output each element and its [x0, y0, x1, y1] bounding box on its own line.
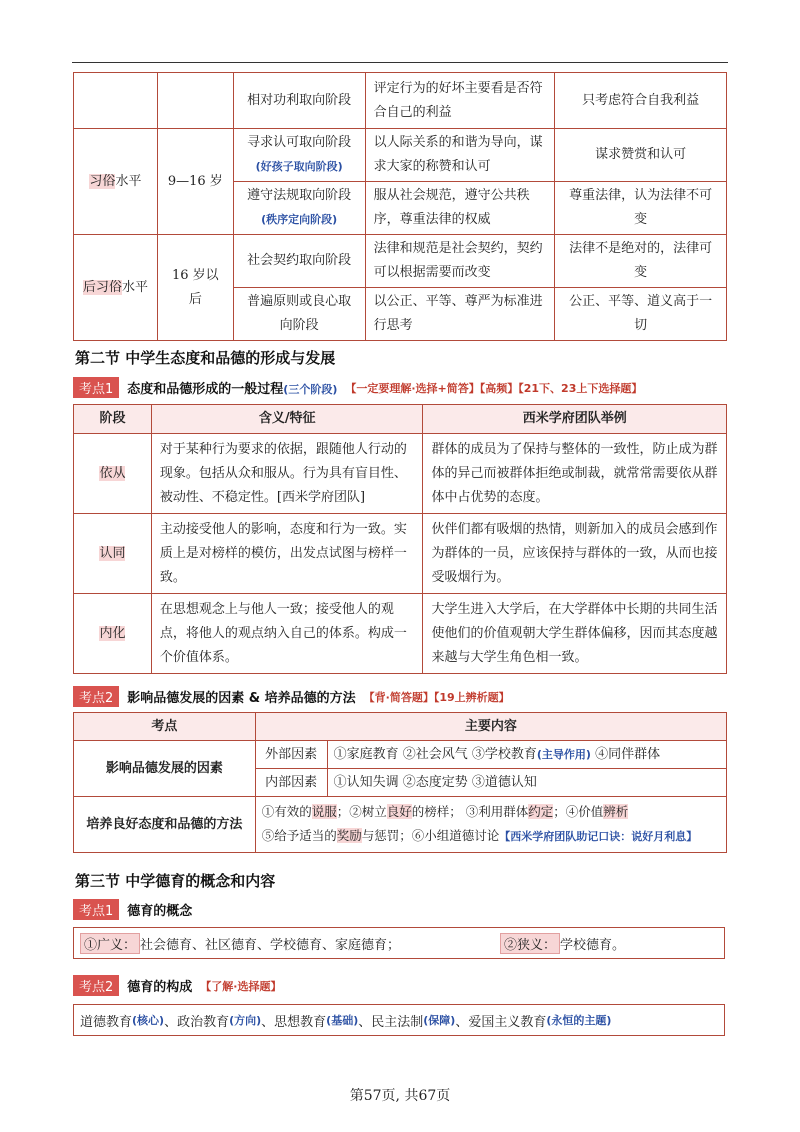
key-point-tag: 【了解·选择题】 — [200, 979, 282, 993]
feature-cell: 只考虑符合自我利益 — [555, 73, 727, 129]
key-point-title: 影响品德发展的因素 & 培养品德的方法 — [127, 691, 356, 706]
desc-cell: 以人际关系的和谐为导向，谋求大家的称赞和认可 — [365, 129, 555, 182]
key-point-tag: 【一定要理解·选择+简答】【高频】【21下、23上下选择题】 — [345, 381, 643, 395]
header-rule — [72, 62, 728, 63]
level-cell: 习俗水平 — [74, 129, 158, 235]
concept-box — [73, 927, 725, 959]
key-point-badge: 考点2 — [73, 686, 119, 707]
table-row — [74, 235, 727, 288]
key-point-badge: 考点1 — [73, 377, 119, 398]
table-row — [74, 797, 727, 853]
stage-cell: 寻求认可取向阶段 (好孩子取向阶段) — [233, 129, 365, 182]
feature-cell: 公正、平等、道义高于一切 — [555, 288, 727, 341]
stage-cell: 相对功利取向阶段 — [233, 73, 365, 129]
feature-cell: 法律不是绝对的，法律可变 — [555, 235, 727, 288]
meaning-cell: 主动接受他人的影响，态度和行为一致。实质上是对榜样的模仿，出发点试图与榜样一致。 — [151, 514, 423, 594]
table-row — [74, 434, 727, 514]
sub-label: 外部因素 — [255, 741, 327, 769]
feature-cell: 谋求赞赏和认可 — [555, 129, 727, 182]
moral-factors-table — [73, 712, 727, 853]
content-cell: ①认知失调 ②态度定势 ③道德认知 — [327, 769, 726, 797]
table-header-row: 考点 主要内容 — [74, 713, 727, 741]
key-point-title: 德育的构成 — [127, 980, 193, 995]
stage-cell: 认同 — [74, 514, 152, 594]
stage-cell: 内化 — [74, 594, 152, 674]
key-point-badge: 考点2 — [73, 975, 119, 996]
narrow-label: ②狭义： — [500, 933, 560, 954]
page-number: 第57页, 共67页 — [349, 1088, 451, 1104]
age-cell: 16 岁以后 — [157, 235, 233, 341]
sub-label: 内部因素 — [255, 769, 327, 797]
stage-cell: 遵守法规取向阶段 (秩序定向阶段) — [233, 182, 365, 235]
key-point-badge: 考点1 — [73, 899, 119, 920]
factor-label: 影响品德发展的因素 — [74, 741, 256, 797]
meaning-cell: 在思想观念上与他人一致；接受他人的观点，将他人的观点纳入自己的体系。构成一个价值体系。 — [151, 594, 423, 674]
desc-cell: 以公正、平等、尊严为标准进行思考 — [365, 288, 555, 341]
stage-cell: 普遍原则或良心取向阶段 — [233, 288, 365, 341]
age-cell: 9—16 岁 — [157, 129, 233, 235]
key-point-tag: 【背·简答题】【19上辨析题】 — [363, 690, 510, 704]
stage-cell: 依从 — [74, 434, 152, 514]
table-row — [74, 73, 727, 129]
stage-cell: 社会契约取向阶段 — [233, 235, 365, 288]
table-row — [74, 514, 727, 594]
desc-cell: 服从社会规范，遵守公共秩序，尊重法律的权威 — [365, 182, 555, 235]
section-title: 第三节 中学德育的概念和内容 — [75, 872, 276, 890]
table-row — [74, 741, 727, 769]
level-cell: 后习俗水平 — [74, 235, 158, 341]
table-header-row: 阶段 含义/特征 西米学府团队举例 — [74, 405, 727, 434]
table-row — [74, 129, 727, 182]
broad-label: ①广义： — [80, 933, 140, 954]
key-point-heading — [73, 377, 642, 398]
desc-cell: 法律和规范是社会契约，契约可以根据需要而改变 — [365, 235, 555, 288]
key-point-title: 态度和品德形成的一般过程(三个阶段) — [127, 382, 338, 397]
key-point-title: 德育的概念 — [127, 904, 193, 919]
content-cell: ①家庭教育 ②社会风气 ③学校教育(主导作用) ④同伴群体 — [327, 741, 726, 769]
key-point-heading — [73, 899, 192, 920]
example-cell: 大学生进入大学后，在大学群体中长期的共同生活使他们的价值观朝大学生群体偏移，因而其态度越来越与大学生角色相一致。 — [423, 594, 727, 674]
desc-cell: 评定行为的好坏主要看是否符合自己的利益 — [365, 73, 555, 129]
attitude-process-table — [73, 404, 727, 674]
method-label: 培养良好态度和品德的方法 — [74, 797, 256, 853]
key-point-heading — [73, 975, 281, 996]
section-title: 第二节 中学生态度和品德的形成与发展 — [75, 349, 336, 367]
table-row — [74, 594, 727, 674]
narrow-text: 学校德育。 — [560, 937, 626, 953]
feature-cell: 尊重法律，认为法律不可变 — [555, 182, 727, 235]
example-cell: 伙伴们都有吸烟的热情，则新加入的成员会感到作为群体的一员，应该保持与群体的一致，从而也接受吸烟行为。 — [423, 514, 727, 594]
meaning-cell: 对于某种行为要求的依据，跟随他人行动的现象。包括从众和服从。行为具有盲目性、被动性、不稳定性。[西米学府团队] — [151, 434, 423, 514]
moral-stage-table — [73, 72, 727, 341]
broad-text: 社会德育、社区德育、学校德育、家庭德育； — [140, 937, 401, 953]
content-cell: ①有效的说服；②树立良好的榜样； ③利用群体约定；④价值辨析 ⑤给予适当的奖励与惩罚；⑥小组道德讨论【西米学府团队助记口诀：说好月利息】 — [255, 797, 726, 853]
example-cell: 群体的成员为了保持与整体的一致性，防止成为群体的异己而被群体拒绝或制裁，就常常需要依从群体中占优势的态度。 — [423, 434, 727, 514]
structure-box: 道德教育 (核心) 、政治教育 (方向) 、思想教育 (基础) 、民主法制 (保障) 、爱国主义教育 (永恒的主题) — [73, 1004, 725, 1036]
key-point-heading — [73, 686, 510, 707]
